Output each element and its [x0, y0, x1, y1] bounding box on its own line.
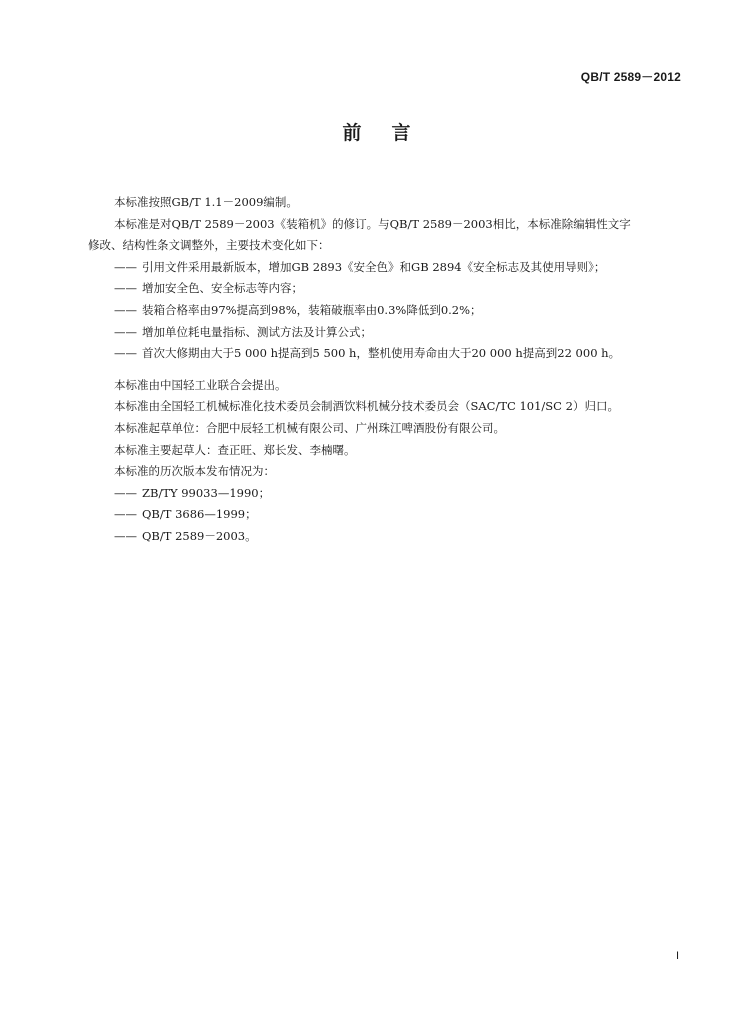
history-item-text: QB/T 2589－2003。: [142, 528, 257, 543]
change-item-text: 增加安全色、安全标志等内容；: [142, 281, 303, 296]
paragraph-revision-intro-line2: 修改、结构性条文调整外，主要技术变化如下：: [88, 238, 330, 253]
dash-marker: ——: [114, 281, 137, 296]
history-item: [88, 504, 682, 526]
change-item: [88, 322, 682, 344]
dash-marker: ——: [114, 324, 137, 339]
dash-marker: ——: [114, 485, 137, 500]
page-number: I: [675, 950, 679, 962]
history-item: [88, 483, 682, 505]
change-item-text: 首次大修期由大于5 000 h提高到5 500 h，整机使用寿命由大于20 000 h提高到22 000 h。: [142, 346, 621, 361]
dash-marker: ——: [114, 528, 137, 543]
document-code: QB/T 2589－2012: [580, 70, 681, 84]
paragraph-compilation-basis: 本标准按照GB/T 1.1－2009编制。: [114, 195, 298, 209]
change-item: [88, 278, 682, 300]
change-item-text: 引用文件采用最新版本，增加GB 2893《安全色》和GB 2894《安全标志及其使用导则》；: [142, 259, 606, 274]
dash-marker: ——: [114, 507, 137, 522]
change-item-text: 增加单位耗电量指标、测试方法及计算公式；: [142, 324, 372, 339]
history-item: [88, 526, 682, 548]
paragraph-administrator: 本标准由全国轻工机械标准化技术委员会制酒饮料机械分技术委员会（SAC/TC 101/SC 2）归口。: [114, 399, 619, 414]
history-item-text: ZB/TY 99033—1990；: [142, 485, 271, 500]
history-item-text: QB/T 3686—1999；: [142, 507, 257, 522]
paragraph-drafting-units: 本标准起草单位：合肥中辰轻工机械有限公司、广州珠江啤酒股份有限公司。: [114, 420, 505, 435]
dash-marker: ——: [114, 346, 137, 361]
paragraph-proposer: 本标准由中国轻工业联合会提出。: [114, 377, 287, 392]
paragraph-drafters: 本标准主要起草人：查正旺、郑长发、李楠曙。: [114, 442, 356, 457]
change-item-text: 装箱合格率由97%提高到98%，装箱破瓶率由0.3%降低到0.2%；: [142, 302, 482, 317]
document-body: [88, 192, 682, 548]
page-title: 前言: [342, 122, 441, 144]
change-item: [88, 343, 682, 365]
paragraph-history-intro: 本标准的历次版本发布情况为：: [114, 464, 275, 479]
change-item: [88, 257, 682, 279]
change-item: [88, 300, 682, 322]
paragraph-revision-intro-line1: 本标准是对QB/T 2589－2003《装箱机》的修订。与QB/T 2589－2003相比，本标准除编辑性文字: [114, 216, 631, 231]
dash-marker: ——: [114, 259, 137, 274]
paragraph-gap: [88, 365, 682, 375]
dash-marker: ——: [114, 302, 137, 317]
